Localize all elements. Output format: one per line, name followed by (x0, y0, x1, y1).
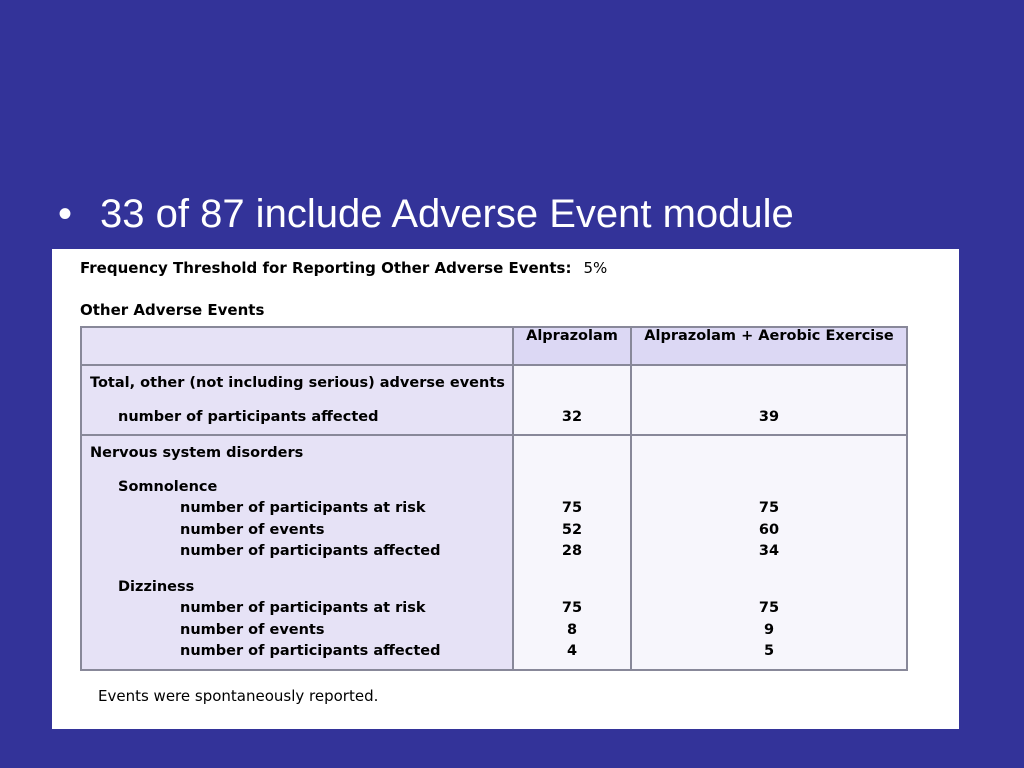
slide-bullet (58, 188, 794, 240)
event-row-label: number of participants at risk (180, 500, 426, 516)
total-label-cell (81, 365, 513, 435)
event-value: 9 (763, 621, 775, 638)
nervous-system-values-cell-2 (631, 435, 907, 670)
event-value: 75 (758, 500, 780, 516)
bullet-dot-icon: • (58, 192, 73, 236)
total-value-2: 39 (758, 408, 780, 425)
event-name-somnolence: Somnolence (118, 478, 218, 495)
column-header-alprazolam-exercise: Alprazolam + Aerobic Exercise (631, 327, 907, 365)
event-value: 52 (561, 521, 583, 538)
table-header-row (81, 327, 907, 365)
event-value: 28 (561, 543, 583, 559)
event-row-label: number of participants affected (180, 543, 441, 559)
event-value: 34 (758, 543, 780, 559)
header-blank-cell (81, 327, 513, 365)
total-value-cell-1 (513, 365, 631, 435)
adverse-events-panel (52, 249, 959, 729)
total-row (81, 365, 907, 435)
event-value: 4 (566, 643, 578, 659)
event-value: 60 (758, 521, 780, 538)
total-label: Total, other (not including serious) adverse events (90, 375, 505, 391)
category-label: Nervous system disorders (90, 445, 304, 461)
event-value: 75 (758, 600, 780, 616)
total-value-1: 32 (561, 408, 583, 425)
total-value-cell-2 (631, 365, 907, 435)
event-value: 8 (566, 621, 578, 638)
event-value: 75 (561, 600, 583, 616)
event-name-dizziness: Dizziness (118, 578, 195, 595)
adverse-events-table (80, 326, 908, 671)
event-row-label: number of participants affected (180, 643, 441, 659)
threshold-label: Frequency Threshold for Reporting Other Adverse Events: (80, 259, 572, 277)
footnote: Events were spontaneously reported. (98, 687, 379, 705)
nervous-system-row (81, 435, 907, 670)
event-value: 75 (561, 500, 583, 516)
nervous-system-label-cell (81, 435, 513, 670)
nervous-system-values-cell-1 (513, 435, 631, 670)
total-row-label: number of participants affected (118, 408, 379, 425)
section-title: Other Adverse Events (80, 301, 265, 319)
frequency-threshold (80, 259, 607, 277)
event-value: 5 (763, 643, 775, 659)
bullet-text: 33 of 87 include Adverse Event module (100, 192, 794, 236)
event-row-label: number of events (180, 521, 325, 538)
event-row-label: number of events (180, 621, 325, 638)
column-header-alprazolam: Alprazolam (513, 327, 631, 365)
threshold-value: 5% (583, 259, 608, 277)
event-row-label: number of participants at risk (180, 600, 426, 616)
